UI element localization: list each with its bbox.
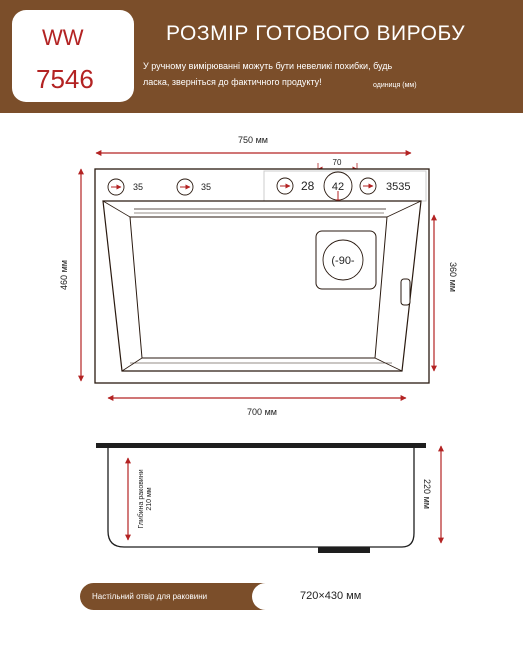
badge-model-number: 7546 (36, 64, 94, 94)
side-bowl (108, 448, 414, 547)
overall-width-label: 750 мм (238, 135, 268, 145)
tap-hole-3-label: 28 (301, 179, 315, 193)
bowl-depth-label: 360 мм (448, 262, 458, 292)
model-badge (12, 10, 134, 102)
tap-hole-3 (277, 178, 293, 194)
tap-hole-1 (108, 179, 124, 195)
cutout-label: Настільний отвір для раковини (92, 592, 208, 601)
unit-note: одиниця (мм) (373, 82, 417, 89)
drain-label: (-90- (331, 255, 355, 267)
hole-spacing-label: 70 (332, 158, 342, 167)
badge-brand: WW (42, 25, 84, 50)
bowl-width-label: 700 мм (247, 407, 277, 417)
tap-hole-2-label: 35 (201, 182, 212, 192)
total-depth-label: 220 мм (422, 479, 432, 509)
page-title: РОЗМІР ГОТОВОГО ВИРОБУ (166, 22, 466, 45)
sink-drawing (0, 113, 523, 583)
cutout-info-bar (80, 583, 510, 610)
overflow-slot (401, 279, 410, 305)
cutout-value-box (252, 583, 510, 610)
top-view (59, 135, 458, 417)
side-drain (318, 547, 370, 553)
side-rim (96, 443, 426, 448)
tap-hole-5-label: 3535 (386, 181, 411, 193)
tap-hole-4-label: 42 (331, 181, 345, 193)
side-bowl-depth-caption: Глибина раковини (138, 469, 145, 529)
measurement-note-line2: ласка, зверніться до фактичного продукту! (143, 77, 322, 87)
header-banner (0, 0, 523, 113)
side-bowl-depth-value: 210 мм (146, 487, 153, 511)
side-view (96, 443, 441, 553)
tap-hole-1-label: 35 (133, 182, 144, 192)
measurement-note-line1: У ручному вимірюванні можуть бути невеликі похибки, будь (143, 61, 393, 71)
overall-depth-label: 460 мм (59, 260, 69, 290)
tap-hole-5 (360, 178, 376, 194)
tap-hole-2 (177, 179, 193, 195)
cutout-value: 720×430 мм (300, 590, 362, 602)
